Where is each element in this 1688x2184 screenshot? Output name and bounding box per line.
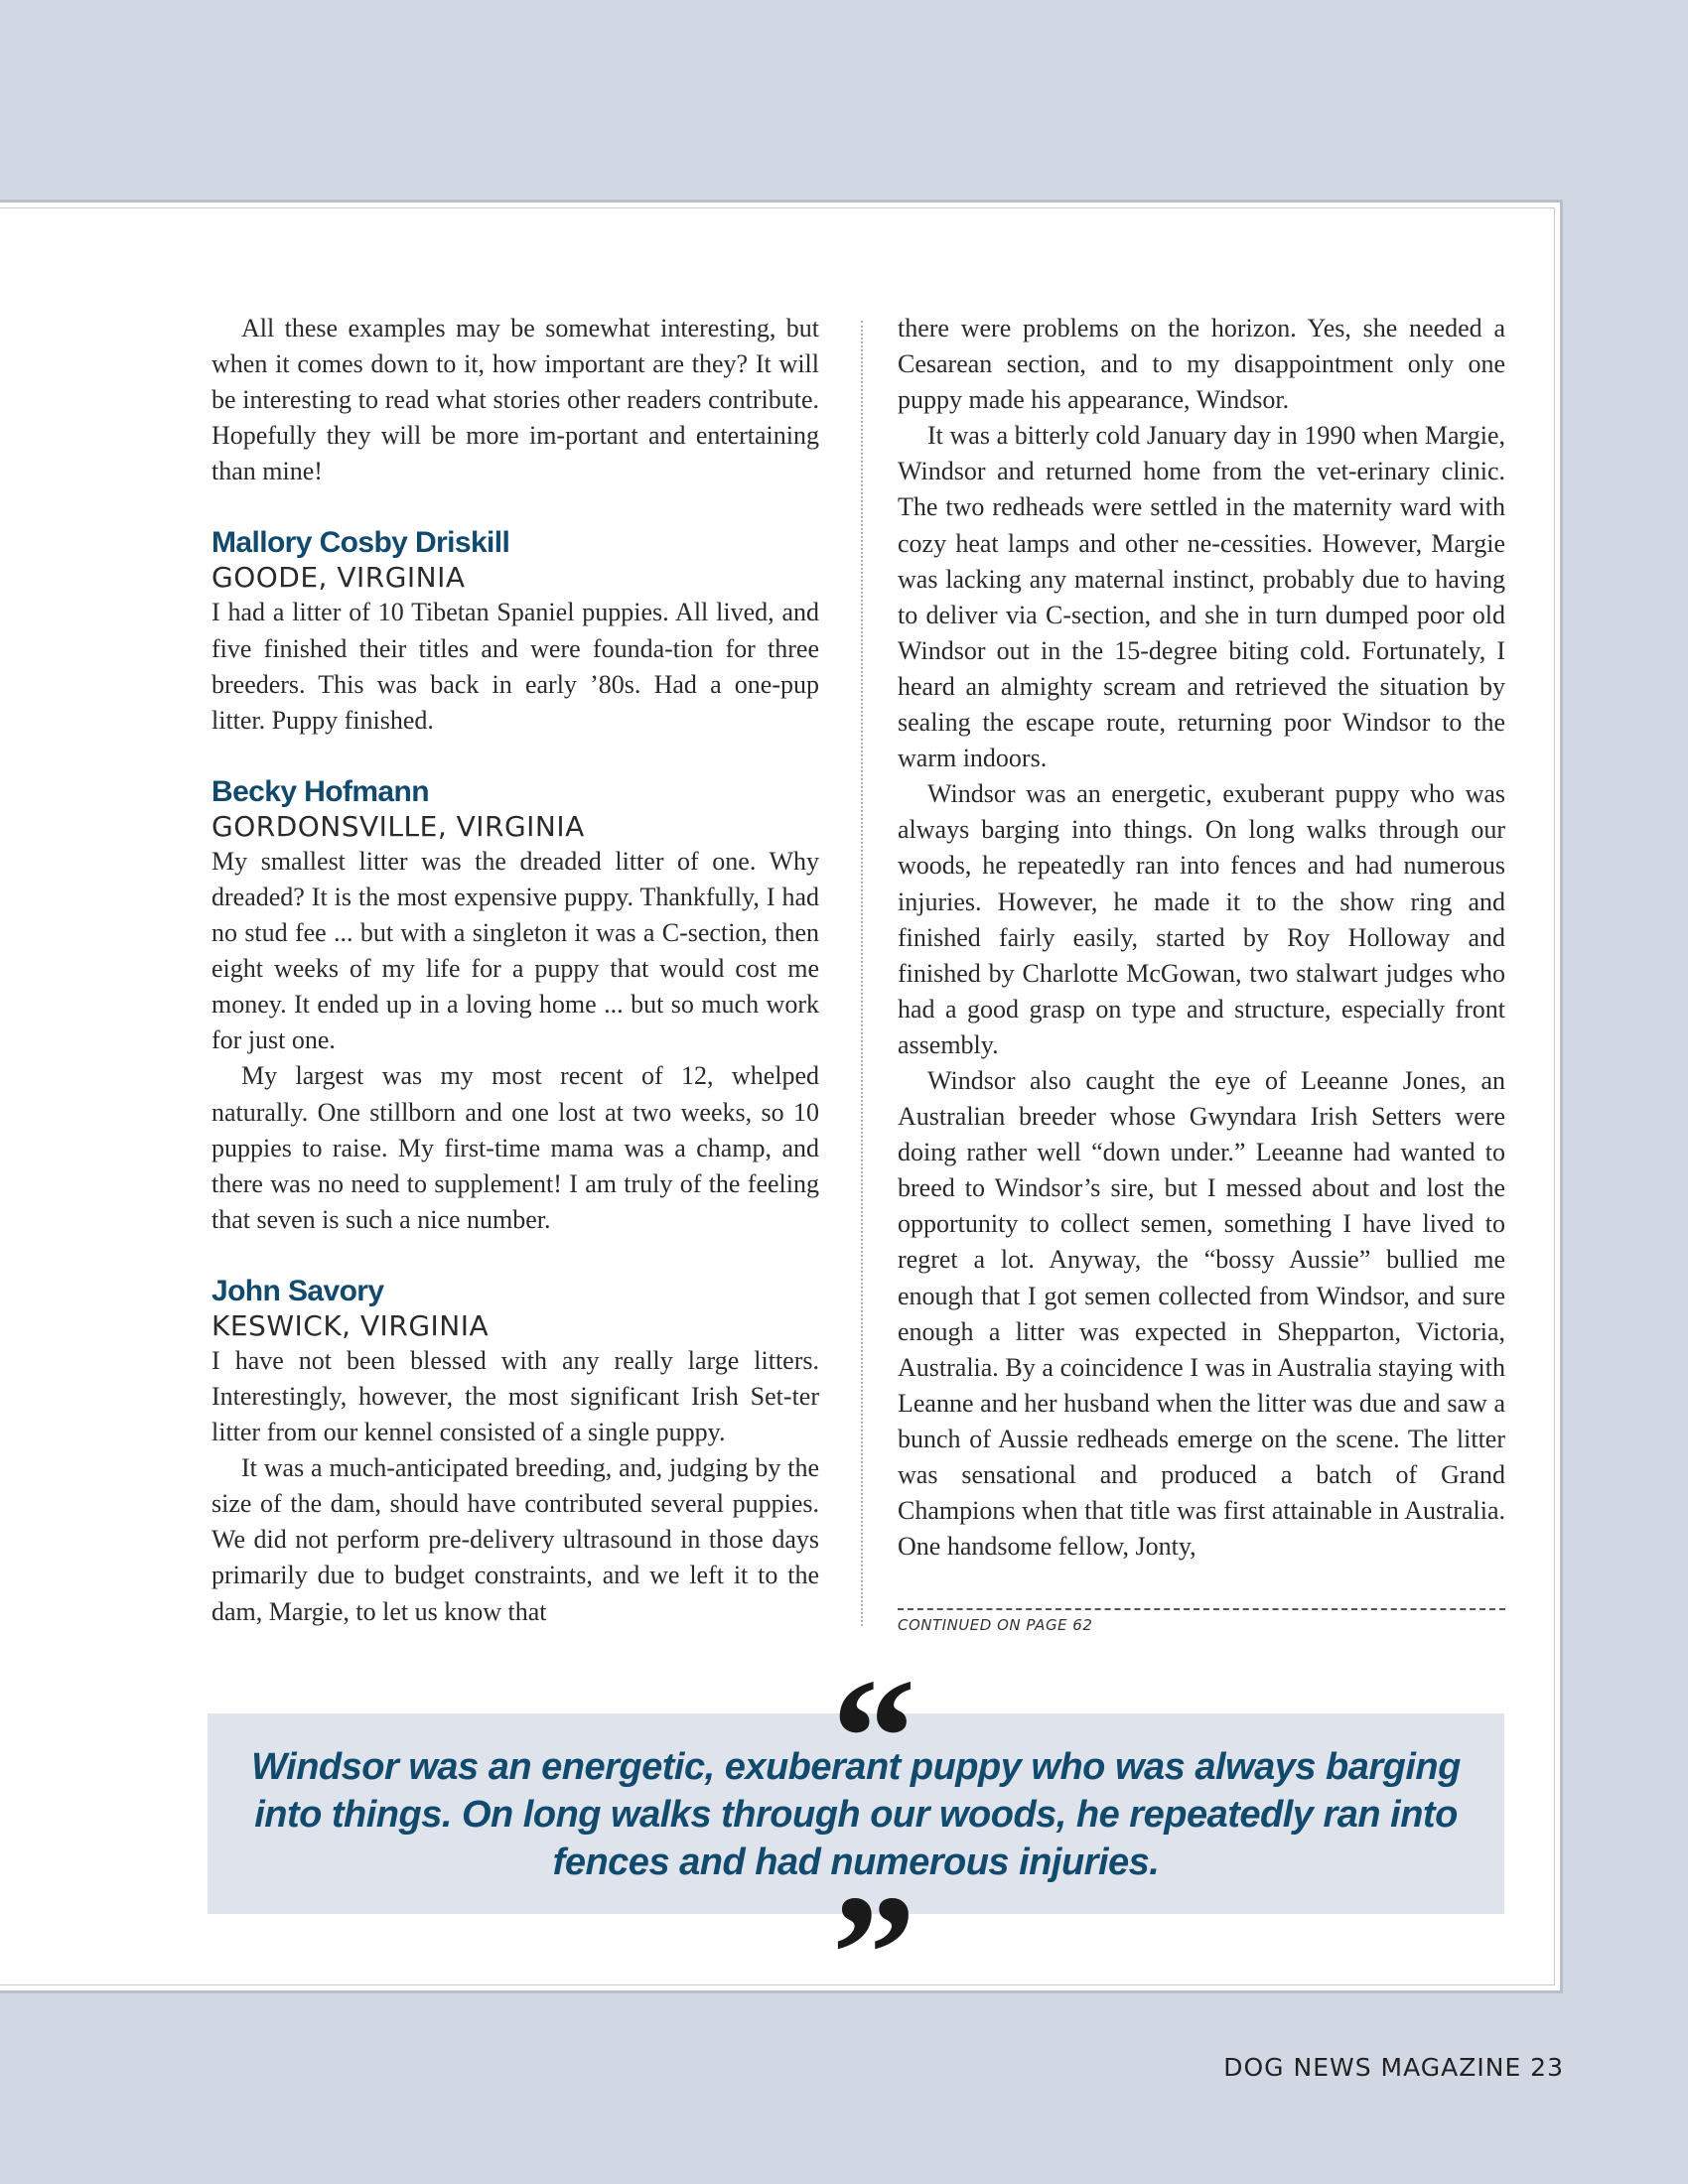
body-paragraph: My smallest litter was the dreaded litter of one. Why dreaded? It is the most expensive puppy. Thankfully, I had no stud fee ... but with a singleton it was a C-section, then eight weeks of my life for a puppy that would cost me money. It ended up in a loving home ... but so much work for just one. [211,846,819,1055]
contributor-location: GORDONSVILLE, VIRGINIA [211,809,585,843]
body-paragraph: there were problems on the horizon. Yes, she needed a Cesarean section, and to my disappointment only one puppy made his appearance, Windsor. [898,314,1505,415]
body-paragraph: It was a much-anticipated breeding, and, judging by the size of the dam, should have contributed several puppies. We did not perform pre-delivery ultrasound in those days primarily due to budget constraints, and we left it to the dam, Margie, to let us know that [211,1453,819,1626]
body-paragraph: I have not been blessed with any really large litters. Interestingly, however, the most significant Irish Set-ter litter from our kennel consisted of a single puppy. [211,1345,819,1447]
contributor-name: John Savory [211,1274,384,1307]
contributor-name: Becky Hofmann [211,774,429,808]
body-paragraph: Windsor also caught the eye of Leeanne Jones, an Australian breeder whose Gwyndara Irish Setters were doing rather well “down under.” Leeanne had wanted to breed to Windsor’s sire, but I messed about and lost the opportunity to collect semen, something I have lived to regret a lot. Anyway, the “bossy Aussie” bullied me enough that I got semen collected from Windsor, and sure enough a litter was expected in Shepparton, Victoria, Australia. By a coincidence I was in Australia staying with Leanne and her husband when the litter was due and saw a bunch of Aussie redheads emerge on the scene. The litter was sensational and produced a batch of Grand Champions when that title was first attainable in Australia. One handsome fellow, Jonty, [898,1065,1505,1562]
body-paragraph: My largest was my most recent of 12, whelped naturally. One stillborn and one lost at two weeks, so 10 puppies to raise. My first-time mama was a champ, and there was no need to supplement! I am truly of the feeling that seven is such a nice number. [211,1061,819,1234]
page-folio: DOG NEWS MAGAZINE 23 [1223,2053,1564,2082]
left-column [211,311,819,1630]
body-paragraph: I had a litter of 10 Tibetan Spaniel puppies. All lived, and five finished their titles and were founda-tion for three breeders. This was back in early ’80s. Had a one-pup litter. Puppy finished. [211,598,819,735]
contributor-location: GOODE, VIRGINIA [211,561,466,595]
column-divider [861,321,863,1626]
pull-quote-text: Windsor was an energetic, exuberant puppy who was always barging into things. On long walks through our woods, he repeatedly ran into fences and had numerous injuries. [251,1746,1461,1883]
open-quote-icon: “ [831,1644,916,1831]
right-column [898,311,1505,1565]
body-paragraph: It was a bitterly cold January day in 1990 when Margie, Windsor and returned home from the vet-erinary clinic. The two redheads were settled in the maternity ward with cozy heat lamps and other ne-cessities. However, Margie was lacking any maternal instinct, probably due to having to deliver via C-section, and she in turn dumped poor old Windsor out in the 15-degree biting cold. Fortunately, I heard an almighty scream and retrieved the situation by sealing the escape route, returning poor Windsor to the warm indoors. [898,421,1505,773]
close-quote-icon: ” [831,1860,916,2047]
body-paragraph: Windsor was an energetic, exuberant puppy who was always barging into things. On long walks through our woods, he repeatedly ran into fences and had numerous injuries. However, he made it to the show ring and finished fairly easily, started by Roy Holloway and finished by Charlotte McGowan, two stalwart judges who had a good grasp on type and structure, especially front assembly. [898,779,1505,1059]
intro-paragraph: All these examples may be somewhat interesting, but when it comes down to it, how important are they? It will be interesting to read what stories other readers contribute. Hopefully they will be more im-portant and entertaining than mine! [211,314,819,486]
continued-note: CONTINUED ON PAGE 62 [898,1608,1505,1634]
contributor-location: KESWICK, VIRGINIA [211,1308,490,1342]
contributor-name: Mallory Cosby Driskill [211,526,510,560]
